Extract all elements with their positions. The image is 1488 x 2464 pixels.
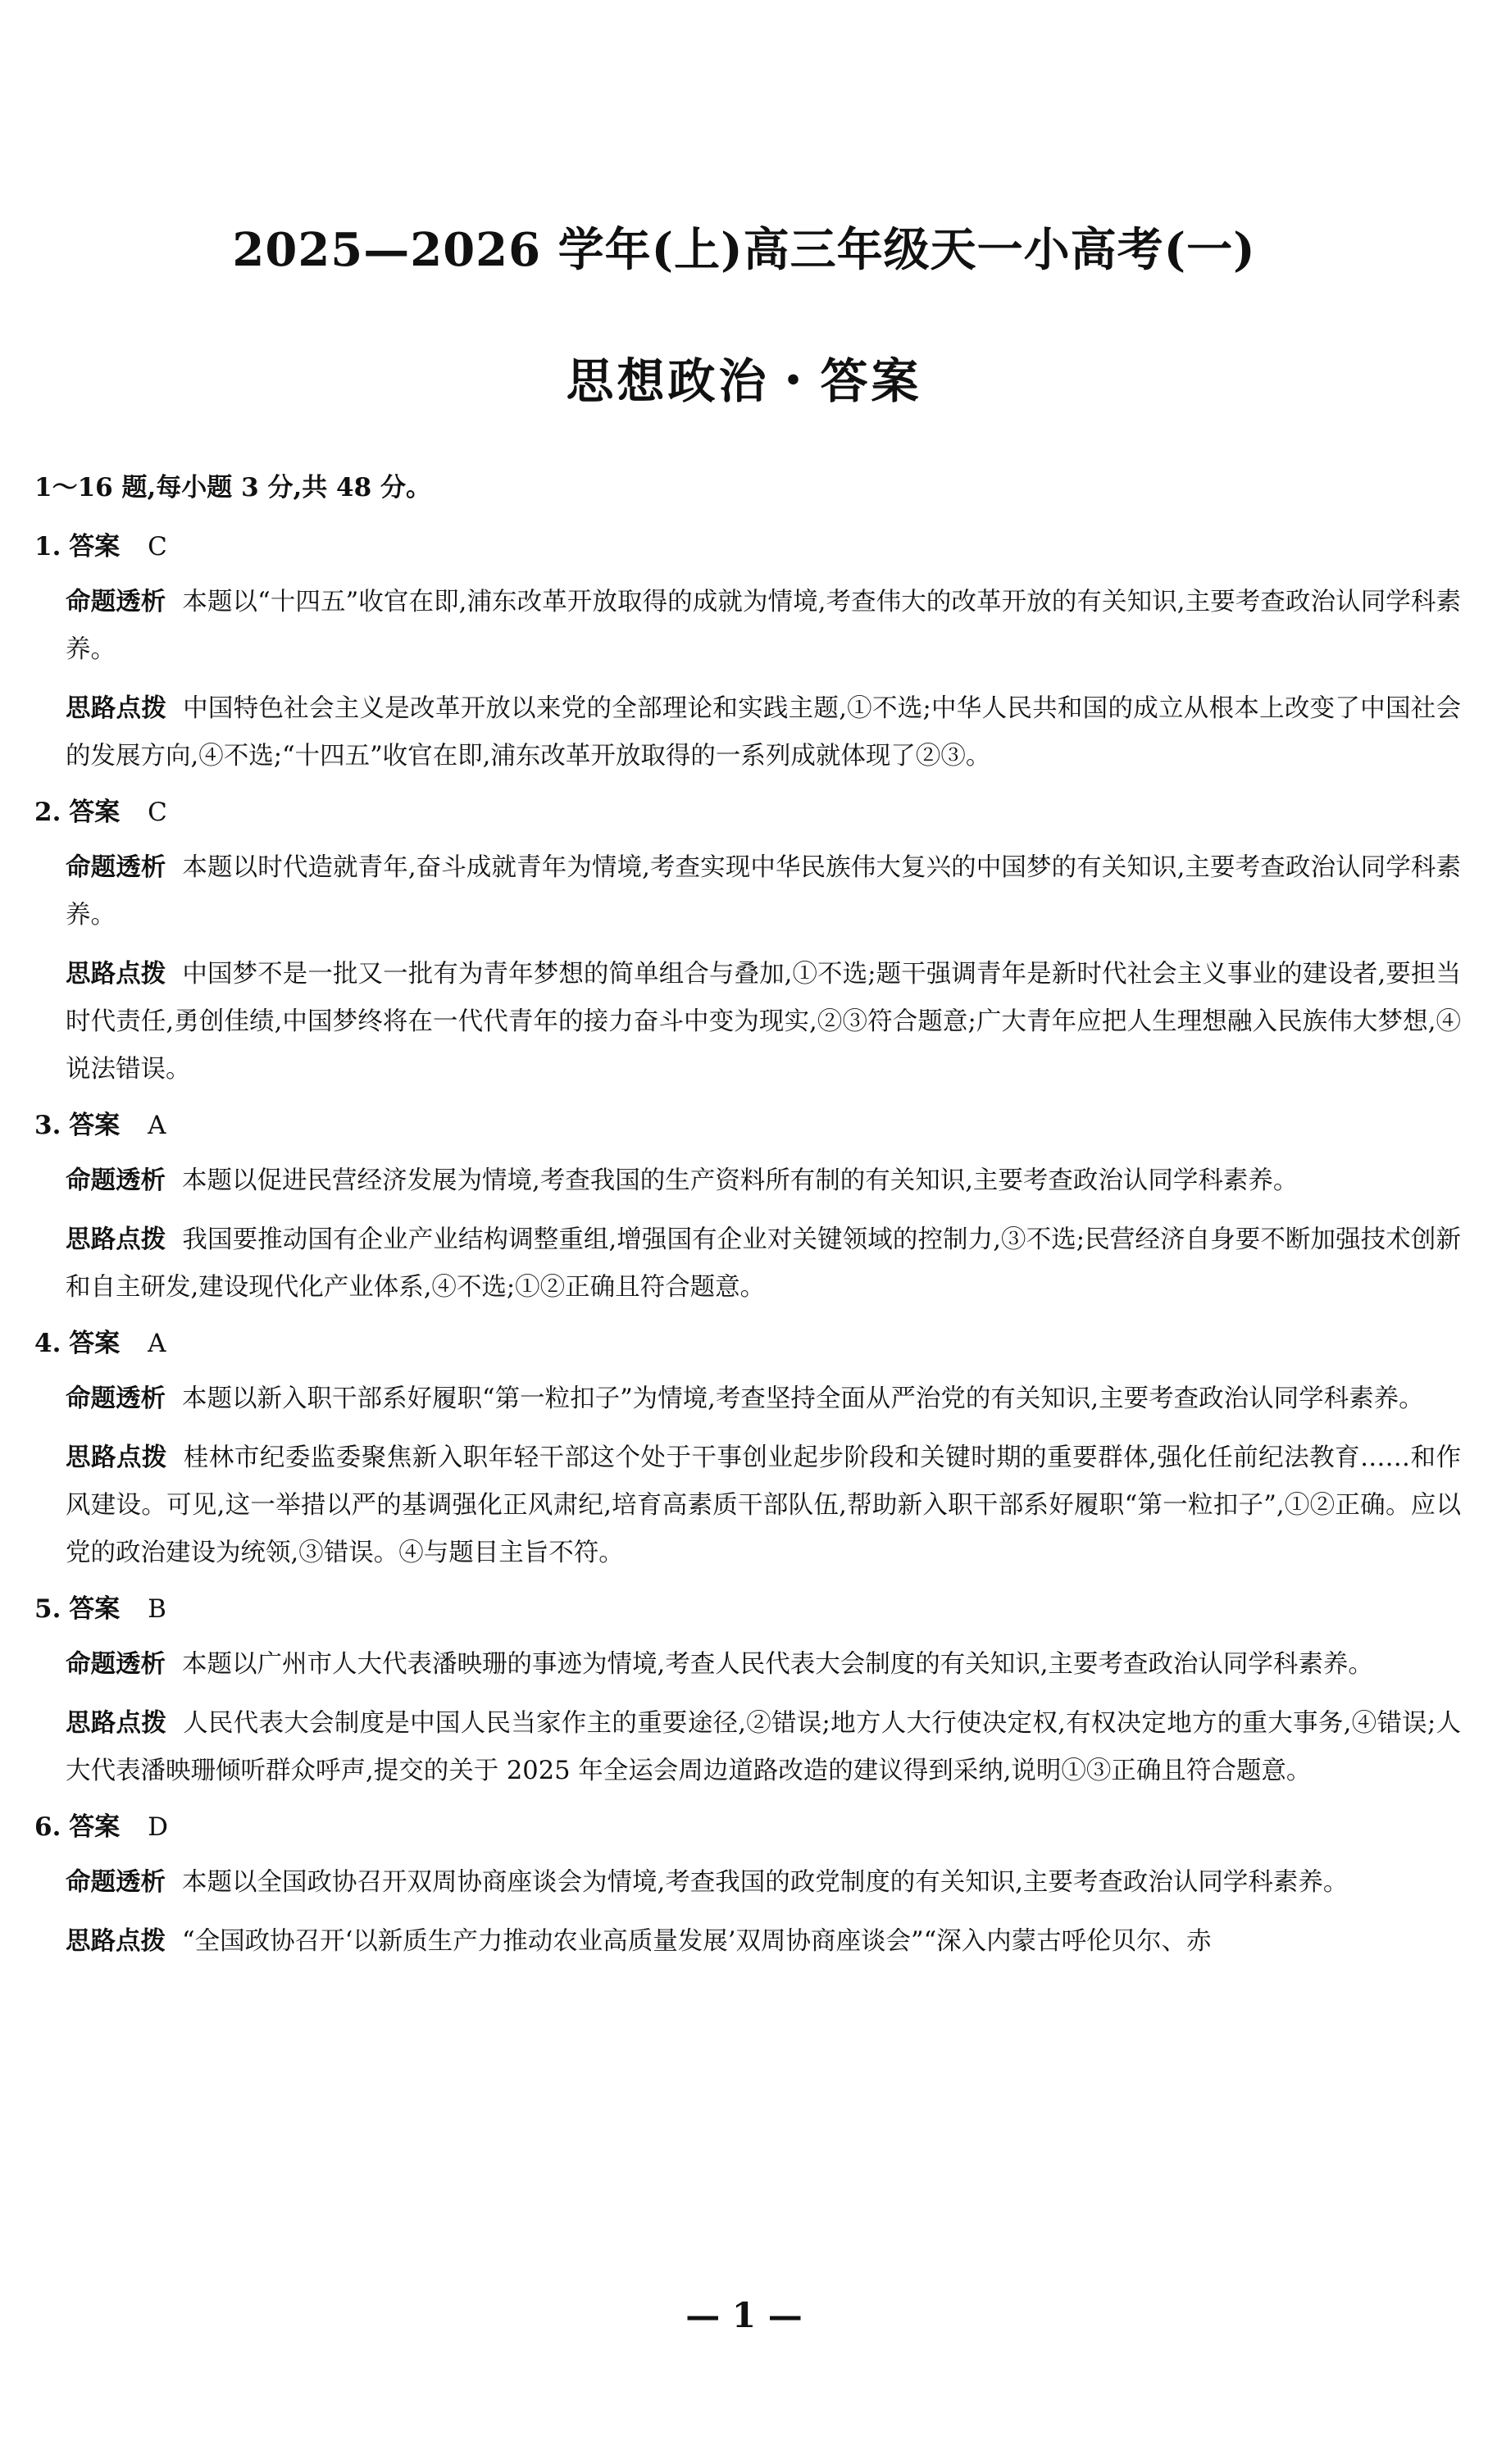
analysis-paragraph — [34, 1157, 1461, 1205]
answer-choice: A — [148, 1111, 166, 1140]
answer-line — [34, 1807, 1461, 1848]
analysis-paragraph — [34, 579, 1461, 674]
question-number: 2. — [34, 798, 61, 827]
analysis-label: 命题透析 — [66, 1650, 166, 1679]
answer-choice: A — [148, 1329, 166, 1358]
analysis-text: 本题以“十四五”收官在即,浦东改革开放取得的成就为情境,考查伟大的改革开放的有关知识,主要考查政治认同学科素养。 — [66, 588, 1461, 664]
approach-paragraph — [34, 1700, 1461, 1795]
answer-line — [34, 1589, 1461, 1630]
answer-line — [34, 792, 1461, 833]
answer-label: 答案 — [69, 1594, 121, 1624]
document-subtitle: 思想政治・答案 — [566, 353, 922, 409]
answer-label: 答案 — [69, 1329, 121, 1358]
analysis-paragraph — [34, 844, 1461, 939]
question-list — [34, 526, 1461, 1966]
approach-paragraph — [34, 951, 1461, 1093]
question-item — [34, 526, 1461, 780]
approach-label: 思路点拨 — [66, 960, 166, 989]
analysis-paragraph — [34, 1641, 1461, 1689]
approach-text: 人民代表大会制度是中国人民当家作主的重要途径,②错误;地方人大行使决定权,有权决定地方的重大事务,④错误;人大代表潘映珊倾听群众呼声,提交的关于 2025 年全运会周边道路改造的建议得到采纳,说明①③正确且符合题意。 — [66, 1709, 1462, 1785]
answer-content — [34, 467, 1461, 1977]
question-item — [34, 1807, 1461, 1966]
question-number: 5. — [34, 1594, 61, 1624]
answer-choice: C — [148, 798, 167, 827]
answer-line — [34, 1105, 1461, 1146]
approach-paragraph — [34, 1918, 1461, 1966]
approach-text: 中国梦不是一批又一批有为青年梦想的简单组合与叠加,①不选;题干强调青年是新时代社会主义事业的建设者,要担当时代责任,勇创佳绩,中国梦终将在一代代青年的接力奋斗中变为现实,②③符合题意;广大青年应把人生理想融入民族伟大梦想,④说法错误。 — [66, 960, 1462, 1084]
approach-text: 桂林市纪委监委聚焦新入职年轻干部这个处于干事创业起步阶段和关键时期的重要群体,强化任前纪法教育……和作风建设。可见,这一举措以严的基调强化正风肃纪,培育高素质干部队伍,帮助新入职干部系好履职“第一粒扣子”,①②正确。应以党的政治建设为统领,③错误。④与题目主旨不符。 — [66, 1443, 1462, 1567]
analysis-label: 命题透析 — [66, 1384, 166, 1413]
approach-label: 思路点拨 — [66, 1709, 167, 1738]
question-item — [34, 1323, 1461, 1577]
answer-choice: B — [148, 1594, 166, 1624]
answer-label: 答案 — [69, 532, 121, 561]
analysis-text: 本题以促进民营经济发展为情境,考查我国的生产资料所有制的有关知识,主要考查政治认同学科素养。 — [182, 1166, 1299, 1195]
approach-label: 思路点拨 — [66, 1443, 167, 1472]
answer-line — [34, 526, 1461, 567]
answer-label: 答案 — [69, 1111, 121, 1140]
approach-paragraph — [34, 685, 1461, 780]
answer-choice: D — [148, 1812, 168, 1842]
question-item — [34, 1589, 1461, 1795]
question-number: 4. — [34, 1329, 61, 1358]
answer-choice: C — [148, 532, 167, 561]
answer-line — [34, 1323, 1461, 1364]
answer-label: 答案 — [69, 1812, 121, 1842]
approach-text: “全国政协召开‘以新质生产力推动农业高质量发展’双周协商座谈会”“深入内蒙古呼伦贝尔、赤 — [182, 1927, 1212, 1956]
analysis-text: 本题以广州市人大代表潘映珊的事迹为情境,考查人民代表大会制度的有关知识,主要考查政治认同学科素养。 — [182, 1650, 1373, 1679]
approach-paragraph — [34, 1434, 1461, 1577]
analysis-label: 命题透析 — [66, 1868, 166, 1897]
question-item — [34, 1105, 1461, 1312]
analysis-label: 命题透析 — [66, 853, 166, 882]
analysis-text: 本题以新入职干部系好履职“第一粒扣子”为情境,考查坚持全面从严治党的有关知识,主要考查政治认同学科素养。 — [182, 1384, 1424, 1413]
document-title: 2025—2026 学年(上)高三年级天一小高考(一) — [232, 223, 1256, 277]
section-intro: 1～16 题,每小题 3 分,共 48 分。 — [34, 473, 431, 502]
approach-label: 思路点拨 — [66, 1927, 166, 1956]
page-number: — 1 — — [685, 2295, 803, 2335]
approach-label: 思路点拨 — [66, 1225, 166, 1254]
approach-text: 我国要推动国有企业产业结构调整重组,增强国有企业对关键领域的控制力,③不选;民营经济自身要不断加强技术创新和自主研发,建设现代化产业体系,④不选;①②正确且符合题意。 — [66, 1225, 1462, 1302]
answer-label: 答案 — [69, 798, 121, 827]
question-item — [34, 792, 1461, 1093]
analysis-paragraph — [34, 1859, 1461, 1907]
analysis-label: 命题透析 — [66, 588, 166, 616]
approach-paragraph — [34, 1216, 1461, 1312]
question-number: 3. — [34, 1111, 61, 1140]
approach-text: 中国特色社会主义是改革开放以来党的全部理论和实践主题,①不选;中华人民共和国的成立从根本上改变了中国社会的发展方向,④不选;“十四五”收官在即,浦东改革开放取得的一系列成就体现了②③。 — [66, 694, 1461, 771]
analysis-text: 本题以全国政协召开双周协商座谈会为情境,考查我国的政党制度的有关知识,主要考查政治认同学科素养。 — [182, 1868, 1349, 1897]
analysis-text: 本题以时代造就青年,奋斗成就青年为情境,考查实现中华民族伟大复兴的中国梦的有关知识,主要考查政治认同学科素养。 — [66, 853, 1461, 930]
approach-label: 思路点拨 — [66, 694, 167, 723]
question-number: 1. — [34, 532, 61, 561]
analysis-label: 命题透析 — [66, 1166, 166, 1195]
question-number: 6. — [34, 1812, 61, 1842]
analysis-paragraph — [34, 1375, 1461, 1423]
